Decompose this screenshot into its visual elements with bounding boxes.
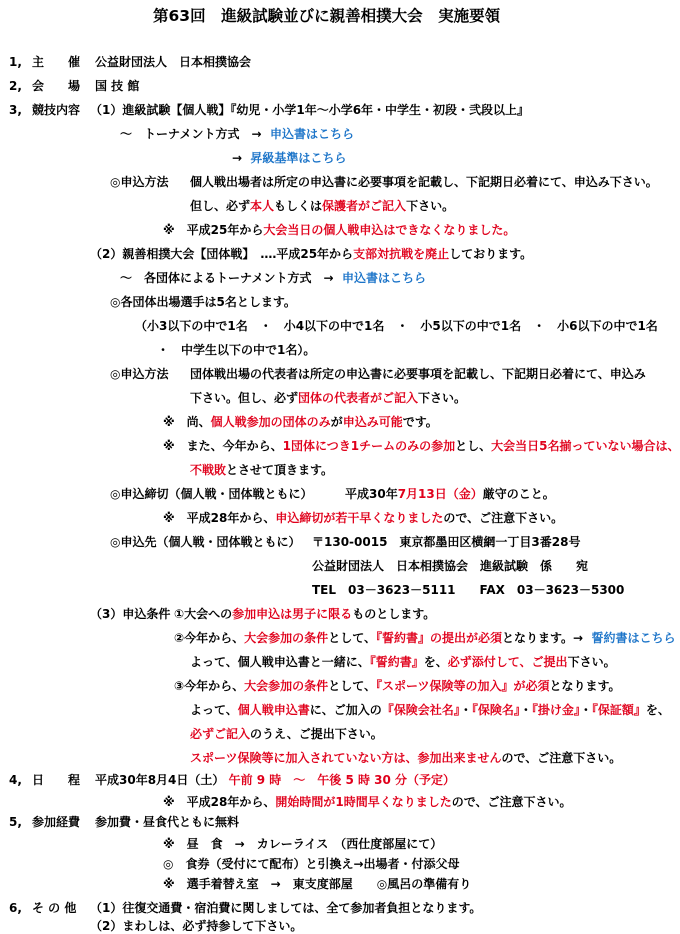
schedule-note: ※ 平成28年から、開始時間が1時間早くなりましたので、ご注意下さい。 — [163, 795, 572, 809]
tournament-text: ～ トーナメント方式 → — [120, 127, 262, 141]
apply-method-text: 個人戦出場者は所定の申込書に必要事項を記載し、下記期日必着にて、申込み下さい。 — [190, 175, 658, 189]
other-item-2: （2）まわしは、必ず持参して下さい。 — [90, 919, 303, 933]
team-note-2: ※ また、今年から、1団体につき1チームのみの参加とし、大会当日5名揃っていない場合は、 — [163, 439, 680, 453]
condition-3-cont-2: 必ずご記入のうえ、ご提出下さい。 — [190, 727, 383, 741]
section-number: 5, — [9, 815, 22, 829]
other-item-1: （1）往復交通費・宿泊費に関しましては、全て参加者負担となります。 — [90, 901, 482, 915]
condition-2: ②今年から、大会参加の条件として、『誓約書』の提出が必須となります。→ 誓約書はこちら — [174, 631, 676, 645]
address-label: ◎申込先（個人戦・団体戦ともに） — [110, 535, 301, 549]
section-number: 1, — [9, 55, 22, 69]
apply-method-label: ◎申込方法 — [110, 175, 169, 189]
condition-1: ①大会への参加申込は男子に限るものとします。 — [174, 607, 436, 621]
section-label-venue: 会 場 — [32, 79, 81, 93]
page-title: 第63回 進級試験並びに親善相撲大会 実施要領 — [153, 7, 501, 25]
team-players-text: ◎各団体出場選手は5名とします。 — [110, 295, 296, 309]
address-org: 公益財団法人 日本相撲協会 進級試験 係 宛 — [312, 559, 589, 573]
individual-application-link[interactable]: 申込書はこちら — [269, 127, 354, 141]
changing-room-note: ※ 選手着替え室 → 東支度部屋 ◎風呂の準備有り — [163, 877, 472, 891]
deadline-value: 平成30年7月13日（金）厳守のこと。 — [345, 487, 555, 501]
individual-heading: （1）進級試験【個人戦】『幼児・小学1年～小学6年・中学生・初段・弐段以上』 — [90, 103, 530, 117]
guardian-note: 但し、必ず本人もしくは保護者がご記入下さい。 — [190, 199, 455, 213]
condition-3-cont: よって、個人戦申込書に、ご加入の『保険会社名』・『保険名』・『掛け金』・『保証額』を、 — [190, 703, 670, 717]
criteria-line — [232, 150, 346, 166]
deadline-label: ◎申込締切（個人戦・団体戦ともに） — [110, 487, 313, 501]
condition-2-cont: よって、個人戦申込書と一緒に、『誓約書』を、必ず添付して、ご提出下さい。 — [190, 655, 616, 669]
section-number: 2, — [9, 79, 22, 93]
section-label-competition: 競技内容 — [32, 103, 81, 117]
cost-value: 参加費・昼食代ともに無料 — [95, 815, 240, 829]
organizer-value: 公益財団法人 日本相撲協会 — [95, 55, 252, 69]
team-apply-text: 団体戦出場の代表者は所定の申込書に必要事項を記載し、下記期日必着にて、申込み — [190, 367, 646, 381]
pledge-link[interactable]: 誓約書はこちら — [591, 631, 676, 645]
team-representative-note: 下さい。但し、必ず団体の代表者がご記入下さい。 — [190, 391, 467, 405]
same-day-note: ※ 平成25年から大会当日の個人戦申込はできなくなりました。 — [163, 223, 516, 237]
promotion-criteria-link[interactable]: 昇級基準はこちら — [250, 151, 347, 165]
team-heading: （2）親善相撲大会【団体戦】 ‥‥平成25年から支部対抗戦を廃止しております。 — [90, 247, 533, 261]
address-tel-fax: TEL 03－3623－5111 FAX 03－3623－5300 — [312, 583, 625, 597]
team-apply-label: ◎申込方法 — [110, 367, 169, 381]
team-breakdown-1: （小3以下の中で1名 ・ 小4以下の中で1名 ・ 小5以下の中で1名 ・ 小6以下の中で1名 — [135, 319, 658, 333]
conditions-label: （3）申込条件 — [90, 607, 171, 621]
section-number: 3, — [9, 103, 22, 117]
team-note-2-cont: 不戦敗とさせて頂きます。 — [190, 463, 334, 477]
tournament-text: ～ 各団体によるトーナメント方式 → — [120, 271, 334, 285]
team-breakdown-2: ・ 中学生以下の中で1名）。 — [157, 343, 316, 357]
section-number: 4, — [9, 773, 22, 787]
condition-3-warning: スポーツ保険等に加入されていない方は、参加出来ませんので、ご注意下さい。 — [190, 751, 622, 765]
team-tournament-line — [120, 270, 426, 286]
arrow-text: → — [232, 151, 243, 165]
address-zip: 〒130-0015 東京都墨田区横網一丁目3番28号 — [312, 535, 581, 549]
individual-tournament-line — [120, 126, 354, 142]
section-label-cost: 参加経費 — [32, 815, 81, 829]
section-number: 6, — [9, 901, 22, 915]
deadline-note: ※ 平成28年から、申込締切が若干早くなりましたので、ご注意下さい。 — [163, 511, 564, 525]
condition-3: ③今年から、大会参加の条件として、『スポーツ保険等の加入』が必須となります。 — [174, 679, 621, 693]
lunch-note: ※ 昼 食 → カレーライス （西仕度部屋にて） — [163, 837, 443, 851]
section-label-other: そ の 他 — [32, 901, 77, 915]
section-label-organizer: 主 催 — [32, 55, 81, 69]
team-note-1: ※ 尚、個人戦参加の団体のみが申込み可能です。 — [163, 415, 438, 429]
schedule-value: 平成30年8月4日（土） 午前 9 時 ～ 午後 5 時 30 分（予定） — [95, 773, 456, 787]
section-label-schedule: 日 程 — [32, 773, 81, 787]
team-application-link[interactable]: 申込書はこちら — [341, 271, 426, 285]
ticket-note: ◎ 食券（受付にて配布）と引換え→出場者・付添父母 — [163, 857, 460, 871]
venue-value: 国 技 館 — [95, 79, 140, 93]
